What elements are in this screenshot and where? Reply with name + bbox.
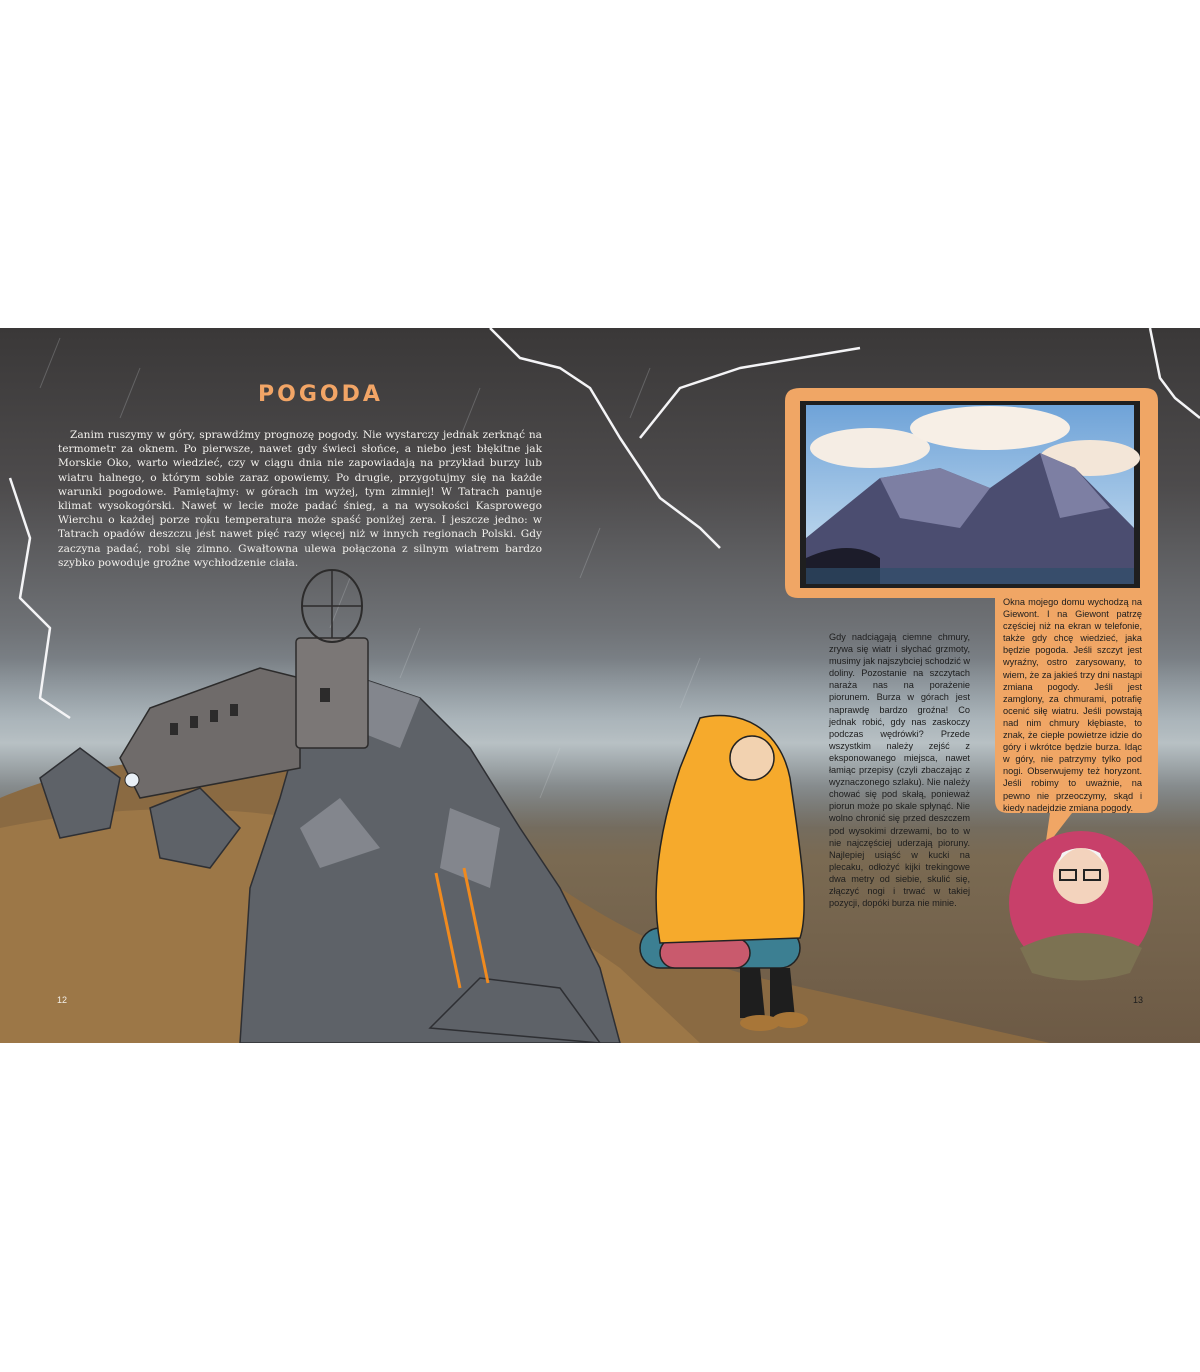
speech-bubble-text: Okna mojego domu wychodzą na Giewont. I na Giewont patrzę częściej niż na ekran w telefonie, także gdy chcę wiedzieć, jaka będzie pogoda. Jeśli szczyt jest wyraźny, ostro zarysowany, to wiem, że za jakieś trzy dni nastąpi zmiana pogody. Jeśli jest zamglony, za chmurami, potrafię ocenić siłę wiatru. Jeśli powstają nad nim chmury kłębiaste, to znak, że ciepłe powietrze idzie do góry i wkrótce będzie burza. Idąc w góry, nie patrzymy tylko pod nogi. Obserwujemy też horyzont. Jeśli robimy to uważnie, na pewno nie przeoczymy, skąd i kiedy nadejdzie zmiana pogody. bbox=[1003, 597, 1142, 813]
page-number-left: 12 bbox=[57, 995, 68, 1005]
giewont-picture bbox=[806, 405, 1140, 584]
page-title: POGODA bbox=[258, 382, 383, 407]
storm-safety-paragraph: Gdy nadciągają ciemne chmury, zrywa się wiatr i słychać grzmoty, musimy jak najszybciej schodzić w doliny. Pozostanie na szczytach naraża nas na porażenie piorunem. Burza w górach jest naprawdę bardzo groźna! Co jednak robić, gdy nas zaskoczy podczas wędrówki? Przede wszystkim należy zejść z eksponowanego miejsca, nawet łamiąc przepisy (czyli zbaczając z wyznaczonego szlaku). Nie należy chować się pod skałą, ponieważ piorun może po skale spłynąć. Nie wolno chronić się przed deszczem pod wysokimi drzewami, bo to w nie najczęściej uderzają pioruny. Najlepiej usiąść w kucki na plecaku, odłożyć kijki trekingowe dwa metry od siebie, skulić się, złączyć nogi i trwać w takiej pozycji, dopóki burza nie minie. bbox=[829, 632, 970, 909]
page-number-right: 13 bbox=[1133, 995, 1144, 1005]
intro-paragraph: Zanim ruszymy w góry, sprawdźmy prognozę pogody. Nie wystarczy jednak zerknąć na termometr za oknem. Po pierwsze, nawet gdy świeci słońce, a niebo jest błękitne jak Morskie Oko, warto wiedzieć, czy w ciągu dnia nie zapowiadają na przykład burzy lub wiatru halnego, o którym sobie zaraz opowiemy. Po drugie, przygotujmy się na każde warunki pogodowe. Pamiętajmy: w górach im wyżej, tym zimniej! W Tatrach panuje klimat wysokogórski. Nawet w lecie może padać śnieg, a na wysokości Kasprowego Wierchu o każdej porze roku temperatura może spaść poniżej zera. I jeszcze jedno: w Tatrach opadów deszczu jest nawet pięć razy więcej niż w innych regionach Polski. Gdy zaczyna padać, robi się zimno. Gwałtowna ulewa połączona z silnym wiatrem bardzo szybko powoduje groźne wychłodzenie ciała. bbox=[58, 429, 542, 569]
book-spread bbox=[0, 328, 1200, 1043]
forecaster-portrait bbox=[1009, 831, 1153, 981]
